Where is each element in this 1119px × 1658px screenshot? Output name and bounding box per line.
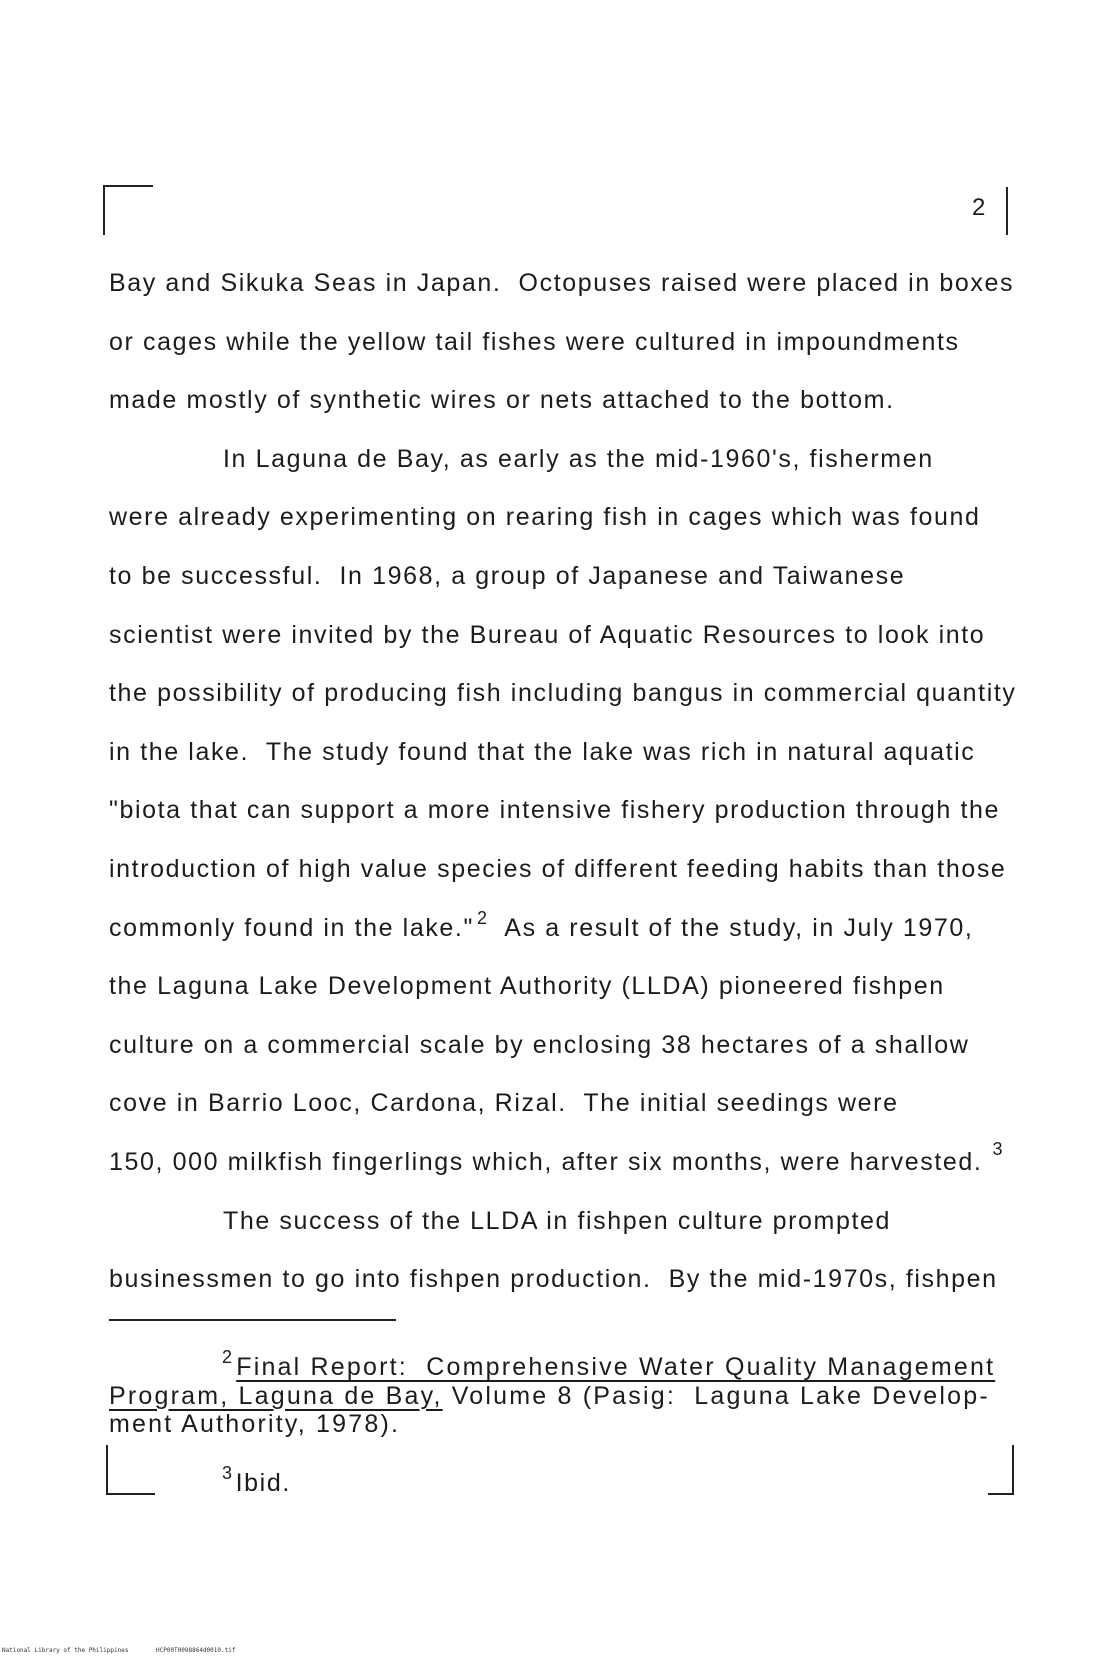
- scan-source-label: National Library of the Philippines: [2, 1647, 129, 1654]
- body-line-text: were already experimenting on rearing fish in cages which was found: [109, 503, 981, 532]
- body-line: [109, 781, 1099, 840]
- footnote-reference-3: 3: [992, 1138, 1005, 1159]
- footnote-line: [109, 1410, 1099, 1439]
- body-line-text: the Laguna Lake Development Authority (LLDA) pioneered fishpen: [109, 972, 945, 1001]
- body-line: [109, 488, 1099, 547]
- corner-mark-bottom-right-vertical: [1012, 1445, 1014, 1495]
- body-line-text: The success of the LLDA in fishpen culture prompted: [223, 1206, 892, 1235]
- footnote-3: [222, 1463, 291, 1498]
- body-line-text: in the lake. The study found that the lake was rich in natural aquatic: [109, 737, 976, 766]
- footnote-text: Ibid.: [235, 1469, 291, 1497]
- footnote-text: Volume 8 (Pasig: Laguna Lake Develop-: [442, 1381, 990, 1410]
- body-line: [109, 371, 1099, 430]
- body-line: [109, 664, 1099, 723]
- corner-mark-bottom-left-horizontal: [106, 1493, 155, 1495]
- body-line-text: businessmen to go into fishpen production. By the mid-1970s, fishpen: [109, 1265, 998, 1294]
- body-line: [109, 899, 1099, 958]
- footnote-title: Program, Laguna de Bay,: [109, 1381, 443, 1410]
- body-line: [109, 1016, 1099, 1075]
- body-line-text: or cages while the yellow tail fishes were cultured in impoundments: [109, 327, 960, 356]
- footnote-separator: [109, 1319, 396, 1321]
- body-line-text: introduction of high value species of different feeding habits than those: [109, 854, 1007, 883]
- body-line: [109, 840, 1099, 899]
- footnote-line: [109, 1382, 1099, 1411]
- body-line: [109, 957, 1099, 1016]
- page-number: 2: [972, 194, 987, 221]
- body-line: [109, 723, 1099, 782]
- footnote-line: [109, 1347, 1099, 1382]
- scan-file-label: HCP00T0098864d0010.tif: [156, 1647, 236, 1654]
- footnote-text: ment Authority, 1978).: [109, 1410, 401, 1438]
- body-line-text: "biota that can support a more intensive fishery production through the: [109, 796, 1000, 825]
- corner-mark-bottom-right-horizontal: [988, 1493, 1014, 1495]
- body-line-text: Bay and Sikuka Seas in Japan. Octopuses raised were placed in boxes: [109, 269, 1015, 297]
- body-line: [109, 606, 1099, 665]
- body-text: [109, 254, 1099, 1309]
- paragraph-start-line: [109, 430, 1099, 489]
- body-line-text: the possibility of producing fish including bangus in commercial quantity: [109, 679, 1017, 708]
- body-line-text: scientist were invited by the Bureau of Aquatic Resources to look into: [109, 620, 986, 649]
- body-line-text: culture on a commercial scale by enclosing 38 hectares of a shallow: [109, 1030, 970, 1059]
- footnote-number: 3: [222, 1463, 234, 1483]
- body-line: [109, 313, 1099, 372]
- body-line-text: As a result of the study, in July 1970,: [488, 913, 974, 942]
- footnote-2: [109, 1347, 1099, 1439]
- body-line-text: 150, 000 milkfish fingerlings which, after six months, were harvested.: [109, 1147, 983, 1176]
- corner-mark-top-left-vertical: [103, 185, 105, 235]
- body-line: [109, 1250, 1099, 1309]
- body-line-text: cove in Barrio Looc, Cardona, Rizal. The initial seedings were: [109, 1089, 899, 1118]
- footnote-title: Final Report: Comprehensive Water Quality Management: [236, 1353, 996, 1381]
- body-line-text: to be successful. In 1968, a group of Japanese and Taiwanese: [109, 561, 906, 590]
- corner-mark-top-left-horizontal: [103, 185, 153, 187]
- body-line-text: commonly found in the lake.": [109, 913, 474, 942]
- corner-mark-bottom-left-vertical: [106, 1445, 108, 1495]
- body-line: [109, 1133, 1099, 1192]
- corner-mark-top-right-vertical: [1006, 187, 1008, 235]
- body-line: [109, 254, 1099, 313]
- footnote-reference-2: 2: [476, 907, 489, 928]
- footnote-number: 2: [222, 1347, 235, 1367]
- body-line: [109, 1074, 1099, 1133]
- body-line-text: In Laguna de Bay, as early as the mid-1960's, fishermen: [223, 444, 934, 473]
- body-line: [109, 547, 1099, 606]
- paragraph-start-line: [109, 1192, 1099, 1251]
- body-line-text: made mostly of synthetic wires or nets attached to the bottom.: [109, 386, 895, 415]
